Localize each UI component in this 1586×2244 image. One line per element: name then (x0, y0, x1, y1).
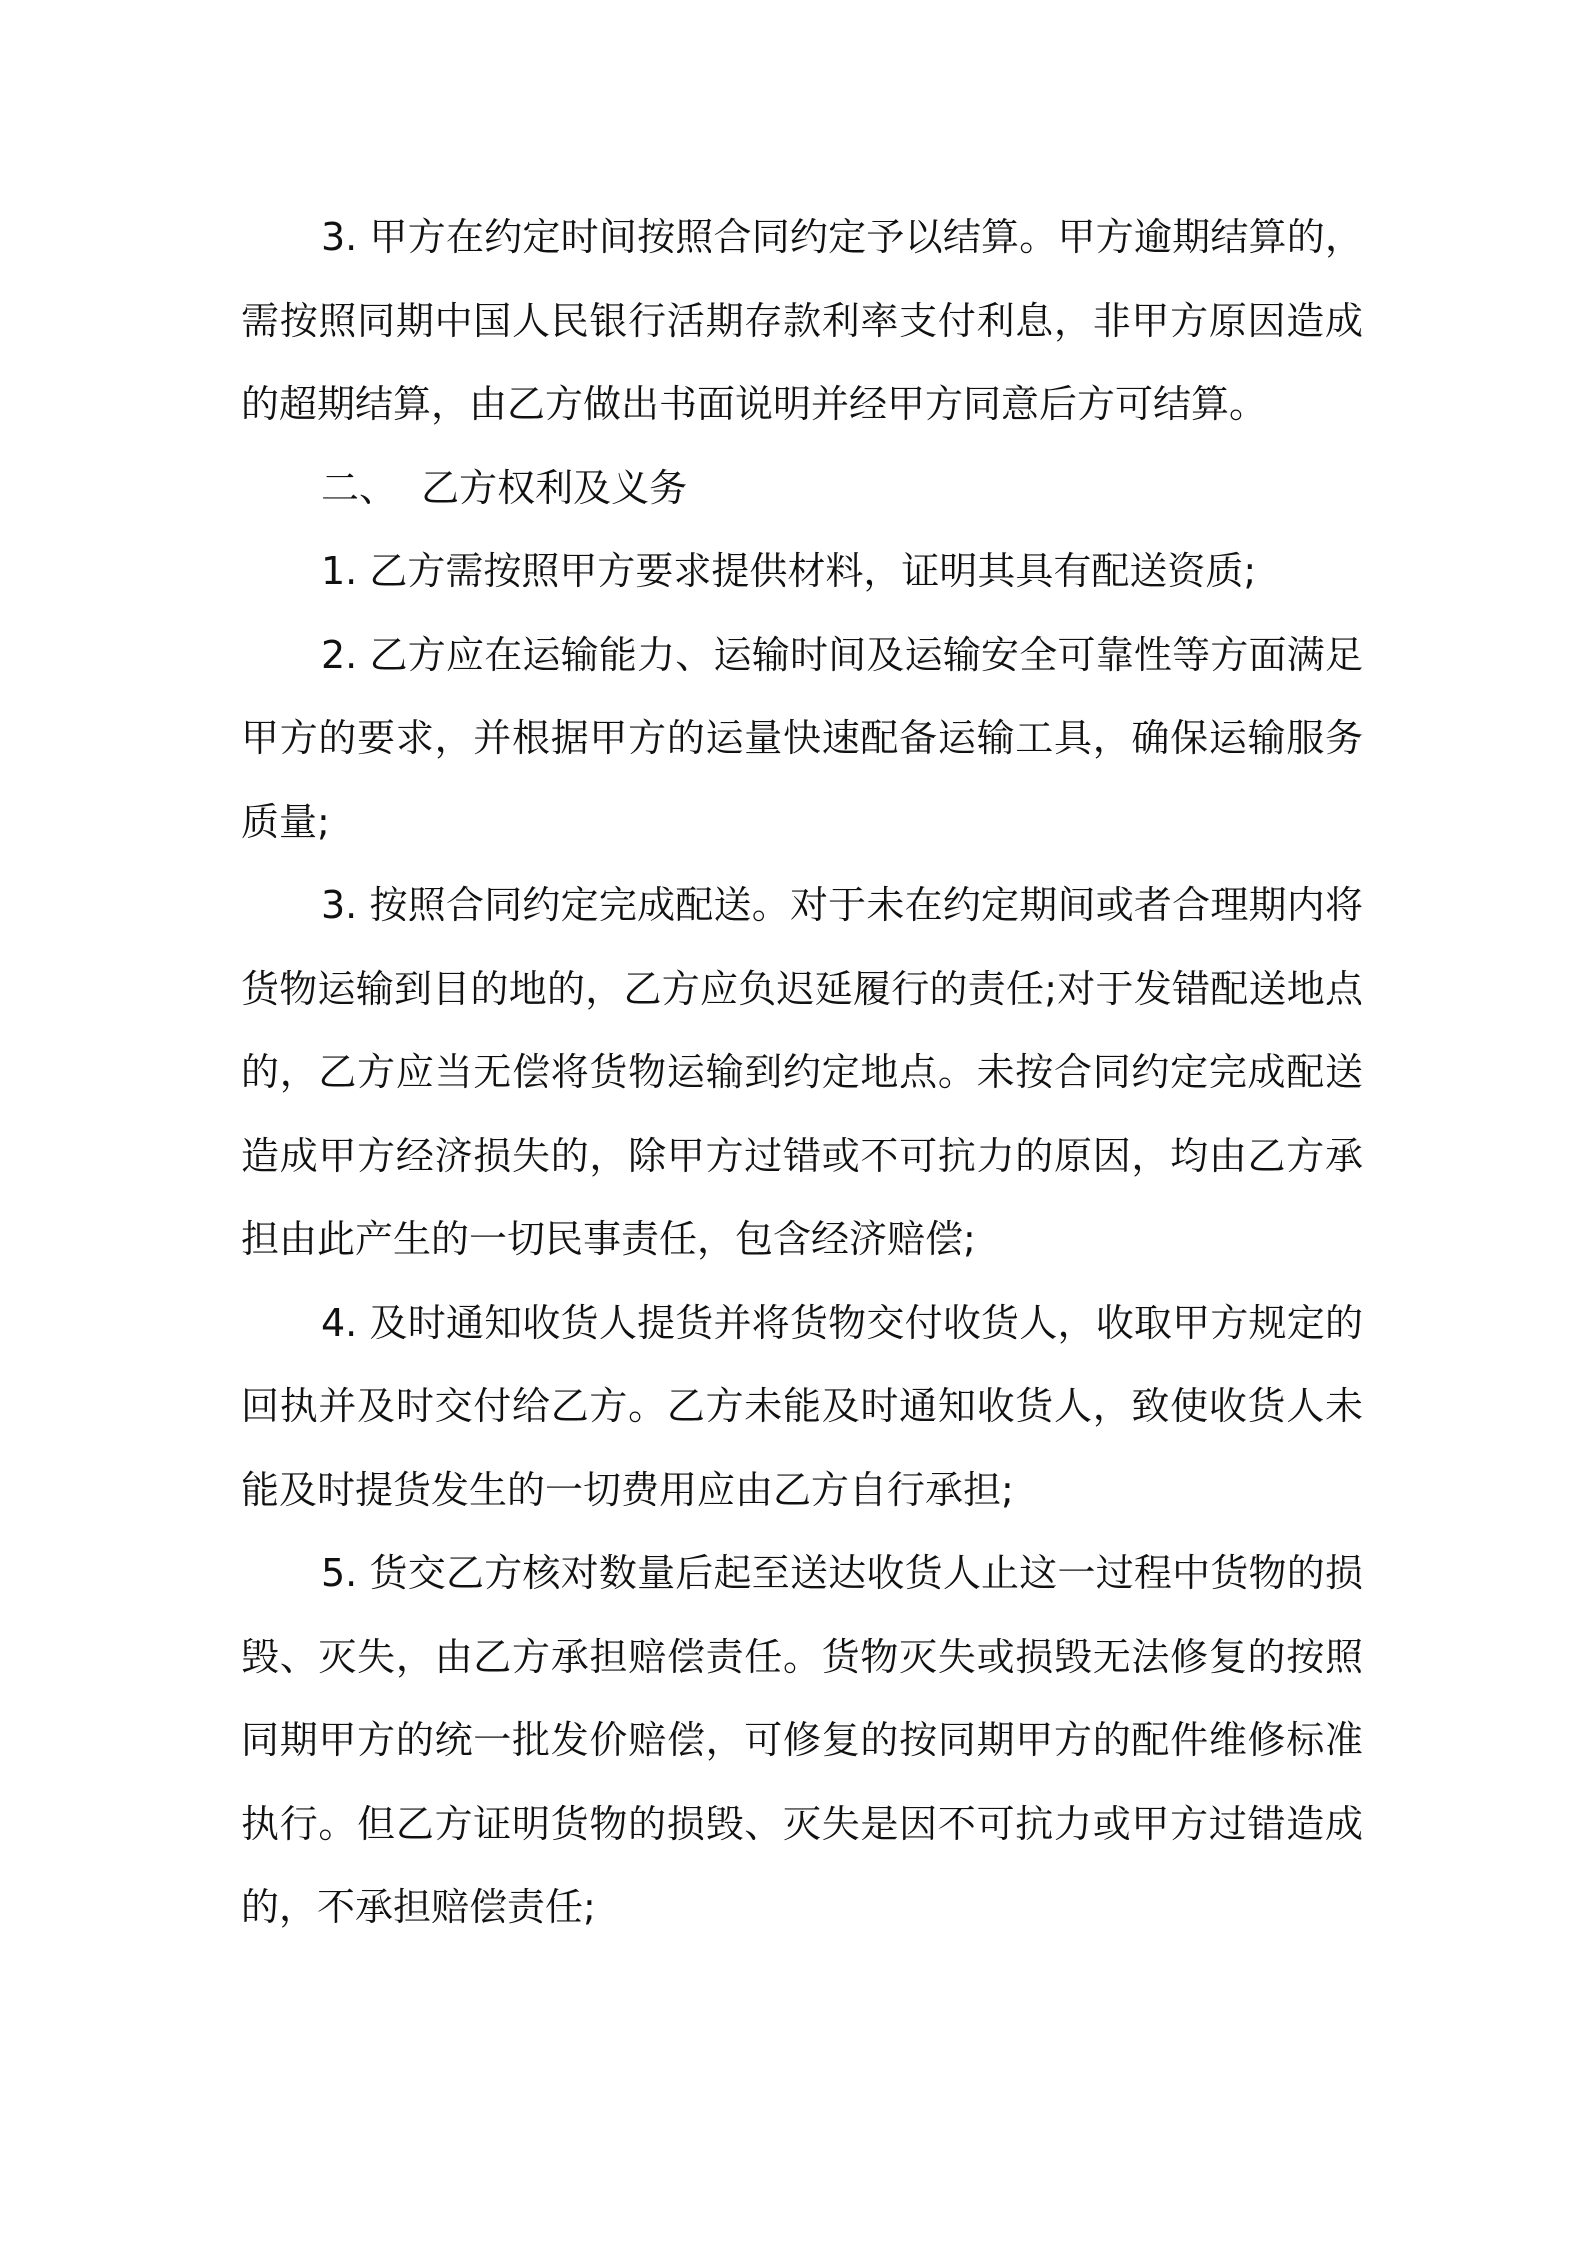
paragraph-transport-capacity: 2. 乙方应在运输能力、运输时间及运输安全可靠性等方面满足甲方的要求，并根据甲方的运量快速配备运输工具，确保运输服务质量; (241, 632, 1363, 844)
document-body (241, 196, 1363, 1950)
paragraph-delivery-obligation: 3. 按照合同约定完成配送。对于未在约定期间或者合理期内将货物运输到目的地的，乙方应负迟延履行的责任;对于发错配送地点的，乙方应当无偿将货物运输到约定地点。未按合同约定完成配送造成甲方经济损失的，除甲方过错或不可抗力的原因，均由乙方承担由此产生的一切民事责任，包含经济赔偿; (241, 883, 1363, 1261)
paragraph-notify-consignee: 4. 及时通知收货人提货并将货物交付收货人，收取甲方规定的回执并及时交付给乙方。乙方未能及时通知收货人，致使收货人未能及时提货发生的一切费用应由乙方自行承担; (241, 1300, 1363, 1512)
section-heading-party-b-rights: 二、 乙方权利及义务 (321, 465, 688, 510)
paragraph-damage-liability: 5. 货交乙方核对数量后起至送达收货人止这一过程中货物的损毁、灭失，由乙方承担赔偿责任。货物灭失或损毁无法修复的按照同期甲方的统一批发价赔偿，可修复的按同期甲方的配件维修标准执行。但乙方证明货物的损毁、灭失是因不可抗力或甲方过错造成的，不承担赔偿责任; (241, 1551, 1363, 1929)
paragraph-settlement: 3. 甲方在约定时间按照合同约定予以结算。甲方逾期结算的，需按照同期中国人民银行活期存款利率支付利息，非甲方原因造成的超期结算，由乙方做出书面说明并经甲方同意后方可结算。 (241, 215, 1363, 426)
paragraph-qualification: 1. 乙方需按照甲方要求提供材料，证明其具有配送资质; (321, 549, 1257, 593)
